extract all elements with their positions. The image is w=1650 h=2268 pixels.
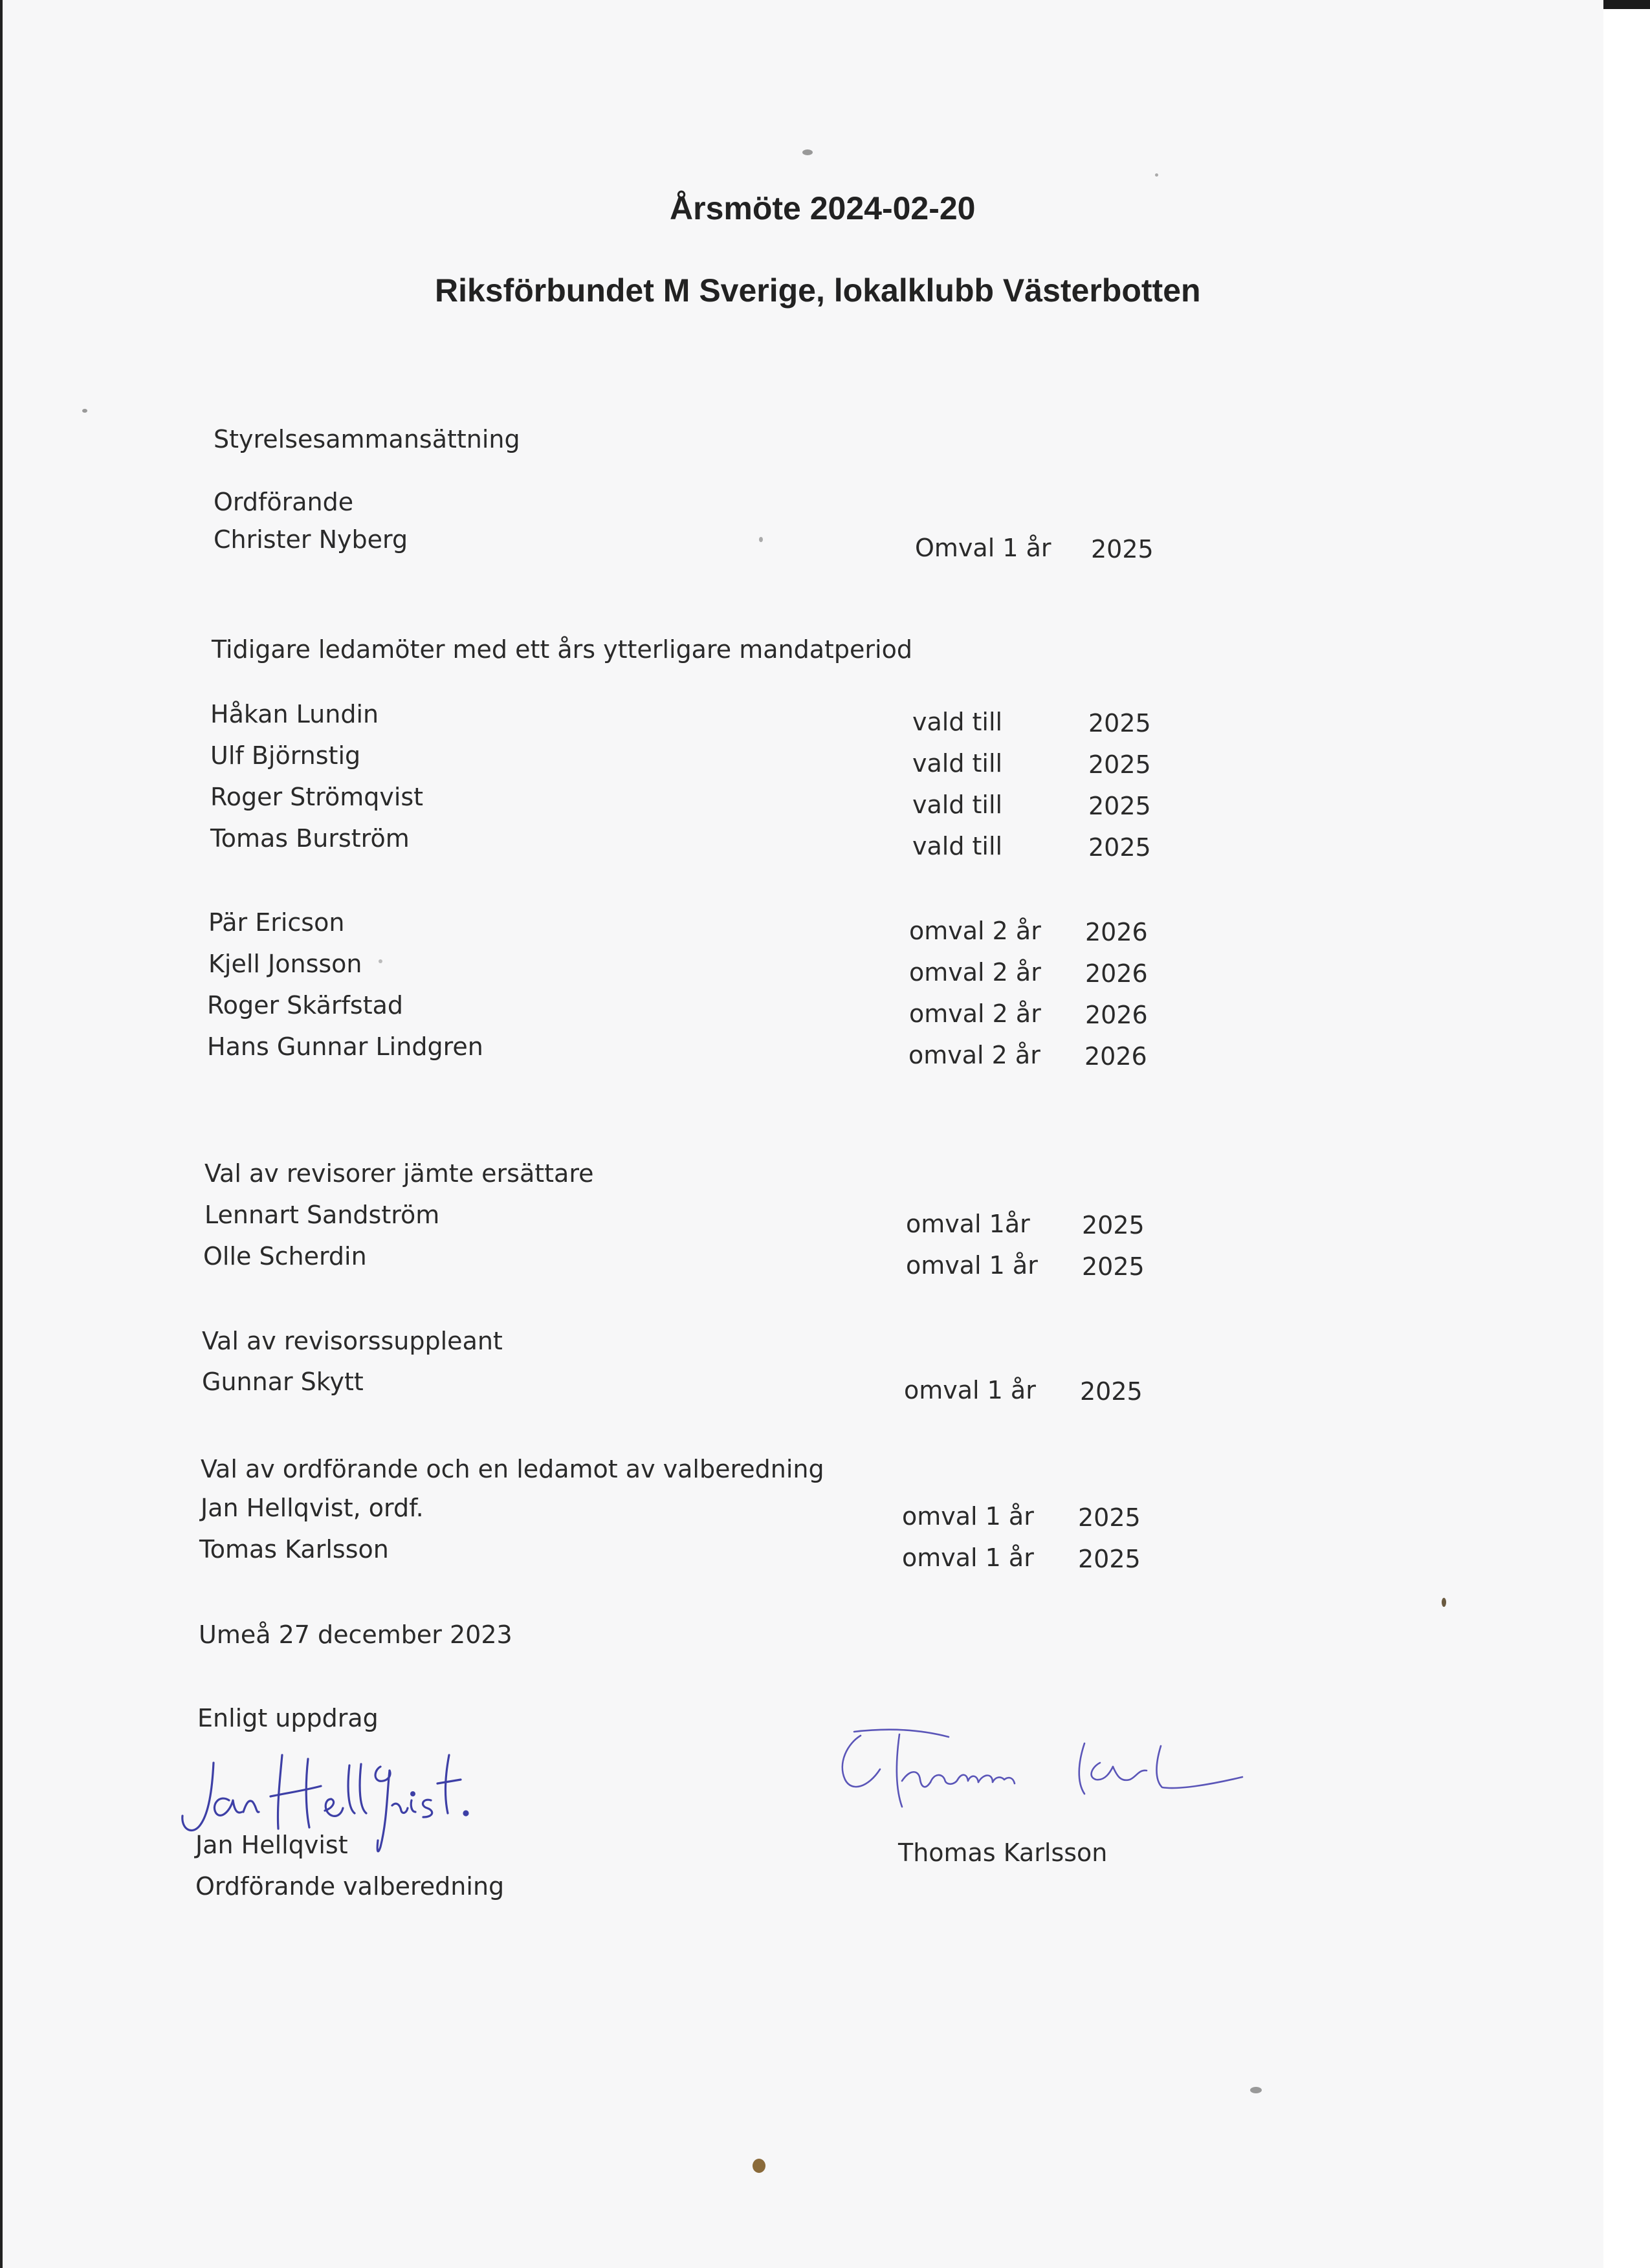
nomination-heading: Val av ordförande och en ledamot av valberedning bbox=[201, 1455, 824, 1483]
signature-thomas-karlsson bbox=[828, 1717, 1255, 1821]
nomination-year: 2025 bbox=[1078, 1503, 1141, 1532]
board-heading: Styrelsesammansättning bbox=[214, 425, 520, 453]
member-name: Hans Gunnar Lindgren bbox=[207, 1032, 483, 1061]
member-term: vald till bbox=[912, 832, 1003, 860]
auditor-term: omval 1 år bbox=[906, 1251, 1038, 1280]
nomination-name: Tomas Karlsson bbox=[199, 1535, 389, 1564]
member-name: Tomas Burström bbox=[210, 824, 410, 853]
member-name: Håkan Lundin bbox=[210, 700, 379, 728]
scan-speck bbox=[802, 149, 813, 155]
member-year: 2025 bbox=[1088, 750, 1151, 779]
member-name: Roger Skärfstad bbox=[207, 991, 403, 1020]
member-term: vald till bbox=[912, 708, 1003, 736]
scan-speck bbox=[1155, 173, 1158, 177]
signatory-name: Jan Hellqvist bbox=[195, 1831, 348, 1859]
auditor-year: 2025 bbox=[1082, 1211, 1145, 1239]
scan-corner bbox=[1603, 0, 1650, 9]
auditor-year: 2025 bbox=[1082, 1252, 1145, 1281]
auditors-heading: Val av revisorer jämte ersättare bbox=[204, 1159, 594, 1188]
previous-members-heading: Tidigare ledamöter med ett års ytterligare mandatperiod bbox=[212, 635, 912, 664]
scan-speck bbox=[1250, 2087, 1262, 2093]
scan-speck bbox=[759, 537, 763, 542]
signatory-role: Ordförande valberedning bbox=[195, 1872, 505, 1901]
document-title: Årsmöte 2024-02-20 bbox=[670, 190, 976, 226]
auditor-term: omval 1år bbox=[906, 1210, 1030, 1238]
member-term: omval 2 år bbox=[909, 958, 1041, 987]
scan-speck bbox=[1442, 1598, 1446, 1607]
member-name: Pär Ericson bbox=[208, 908, 345, 937]
member-year: 2026 bbox=[1084, 1042, 1147, 1071]
member-name: Kjell Jonsson bbox=[208, 950, 362, 978]
member-term: omval 2 år bbox=[909, 999, 1041, 1028]
member-year: 2026 bbox=[1085, 1001, 1148, 1029]
member-term: omval 2 år bbox=[908, 1041, 1040, 1069]
member-year: 2026 bbox=[1085, 959, 1148, 988]
member-year: 2026 bbox=[1085, 918, 1148, 946]
scan-speck bbox=[82, 409, 87, 413]
deputy-auditor-name: Gunnar Skytt bbox=[202, 1368, 364, 1396]
member-name: Roger Strömqvist bbox=[210, 783, 424, 811]
scan-speck bbox=[753, 2159, 765, 2173]
nomination-name: Jan Hellqvist, ordf. bbox=[201, 1494, 424, 1522]
member-year: 2025 bbox=[1088, 833, 1151, 862]
chair-name: Christer Nyberg bbox=[214, 525, 408, 554]
member-term: vald till bbox=[912, 749, 1003, 778]
auditor-name: Lennart Sandström bbox=[204, 1201, 440, 1229]
deputy-auditor-term: omval 1 år bbox=[904, 1376, 1036, 1404]
scan-edge-left bbox=[0, 0, 3, 2268]
chair-term: Omval 1 år bbox=[915, 534, 1051, 562]
member-term: vald till bbox=[912, 791, 1003, 819]
deputy-auditor-heading: Val av revisorssuppleant bbox=[202, 1327, 503, 1355]
nomination-term: omval 1 år bbox=[902, 1543, 1034, 1572]
scan-edge-right bbox=[1603, 0, 1650, 2268]
document-subtitle: Riksförbundet M Sverige, lokalklubb Västerbotten bbox=[435, 272, 1201, 309]
chair-year: 2025 bbox=[1091, 535, 1154, 563]
signatory-name: Thomas Karlsson bbox=[898, 1838, 1108, 1867]
member-term: omval 2 år bbox=[909, 917, 1041, 945]
scan-speck bbox=[379, 959, 382, 963]
member-year: 2025 bbox=[1088, 709, 1151, 737]
auditor-name: Olle Scherdin bbox=[203, 1242, 367, 1270]
on-behalf: Enligt uppdrag bbox=[197, 1704, 379, 1732]
nomination-term: omval 1 år bbox=[902, 1502, 1034, 1531]
member-name: Ulf Björnstig bbox=[210, 741, 361, 770]
member-year: 2025 bbox=[1088, 792, 1151, 820]
place-date: Umeå 27 december 2023 bbox=[199, 1620, 512, 1649]
deputy-auditor-year: 2025 bbox=[1080, 1377, 1143, 1406]
nomination-year: 2025 bbox=[1078, 1545, 1141, 1573]
chair-role: Ordförande bbox=[214, 488, 354, 516]
